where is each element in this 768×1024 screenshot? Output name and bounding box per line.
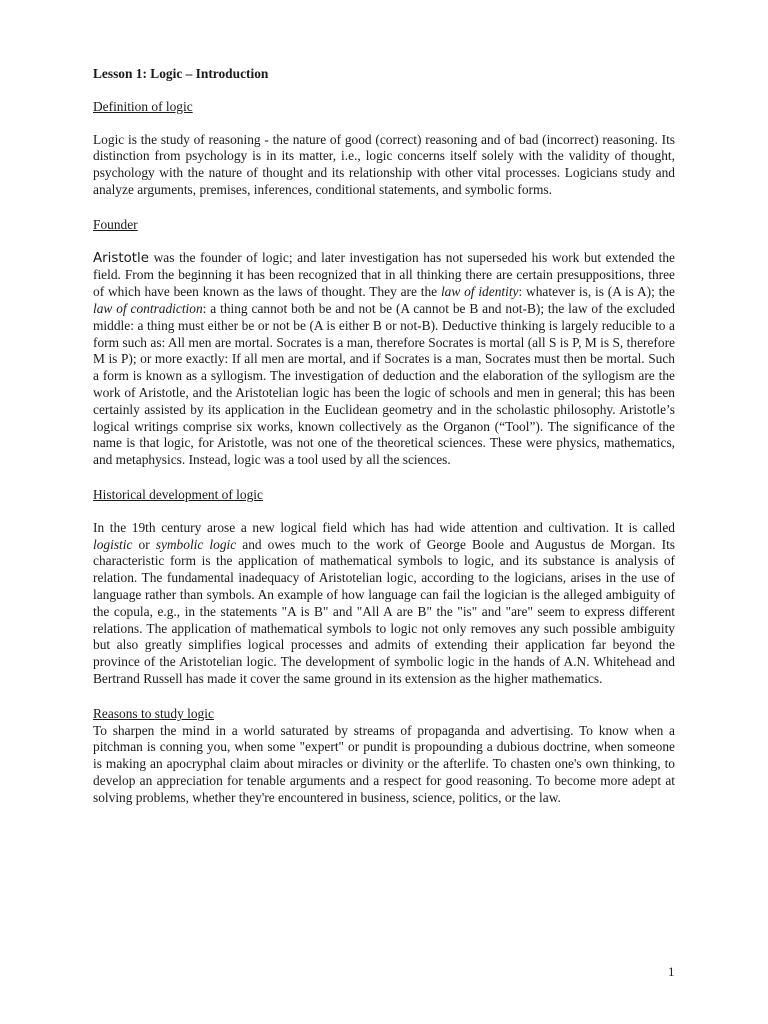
history-text-2: or [132,536,156,552]
history-text-3: and owes much to the work of George Boole and Augustus de Morgan. Its characteristic form is the application of mathematical symbols to logic, and its substance is analysis of relation. The fundamental inadequacy of Aristotelian logic, according to the logicians, arises in the use of language rather than symbols. An example of how language can fail the logician is the alleged ambiguity of the copula, e.g., in the statements "A is B" and "All A are B" the "is" and "are" seem to express different relations. The application of mathematical symbols to logic not only removes any such possible ambiguity but also greatly simplifies logical processes and admits of extending their application far beyond the province of the Aristotelian logic. The development of symbolic logic in the hands of A.N. Whitehead and Bertrand Russell has made it cover the same ground in its extension as the higher mathematics. [93,536,676,686]
lesson-title: Lesson 1: Logic – Introduction [93,66,269,81]
history-text-1: In the 19th century arose a new logical field which has had wide attention and cultivation. It is called [93,519,675,535]
term-logistic: logistic [93,536,133,552]
paragraph-definition: Logic is the study of reasoning - the nature of good (correct) reasoning and of bad (incorrect) reasoning. Its distinction from psychology is in its matter, i.e., logic concerns itself solely with the validity of thought, psychology with the nature of thought and its relationship with other vital processes. Logicians study and analyze arguments, premises, inferences, conditional statements, and symbolic forms. [93,131,675,197]
heading-founder: Founder [93,216,138,232]
heading-reasons: Reasons to study logic [93,705,214,721]
page-number: 1 [668,964,675,979]
heading-definition: Definition of logic [93,98,193,114]
law-of-identity: law of identity [440,284,519,300]
paragraph-reasons: To sharpen the mind in a world saturated by streams of propaganda and advertising. To know when a pitchman is conning you, when some "expert" or pundit is propounding a dubious doctrine, when someone is making an apocryphal claim about miracles or divinity or the afterlife. To chasten one's own thinking, to develop an appreciation for tenable arguments and a respect for good reasoning. To become more adept at solving problems, whether they're encountered in business, science, politics, or the law. [93,722,675,805]
founder-text-3: : a thing cannot both be and not be (A cannot be B and not-B); the law of the excluded middle: a thing must either be or not be (A is either B or not-B). Deductive thinking is largely reducible to a form such as: All men are mortal. Socrates is a man, therefore Socrates is mortal (all S is P, M is S, therefore M is P); or more exactly: If all men are mortal, and if Socrates is a man, Socrates must then be mortal. Such a form is known as a syllogism. The investigation of deduction and the elaboration of the syllogism are the work of Aristotle, and the Aristotelian logic has been the logic of schools and men in general; this has been certainly assisted by its application in the Euclidean geometry and in the scholastic philosophy. Aristotle’s logical writings comprise six works, known collectively as the Organon (“Tool”). The significance of the name is that logic, for Aristotle, was not one of the theoretical sciences. These were physics, mathematics, and metaphysics. Instead, logic was a tool used by all the sciences. [93,300,675,468]
paragraph-founder [93,250,675,469]
law-of-contradiction: law of contradiction [93,300,203,316]
founder-text-2: : whatever is, is (A is A); the [518,284,675,300]
document-page [93,66,675,806]
paragraph-history [93,520,675,688]
founder-text-1: was the founder of logic; and later investigation has not superseded his work but extended the field. From the beginning it has been recognized that in all thinking there are certain presuppositions, three of which have been known as the laws of thought. They are the [93,249,675,300]
term-symbolic-logic: symbolic logic [155,536,237,552]
heading-history: Historical development of logic [93,486,263,502]
founder-name: Aristotle [93,250,150,266]
